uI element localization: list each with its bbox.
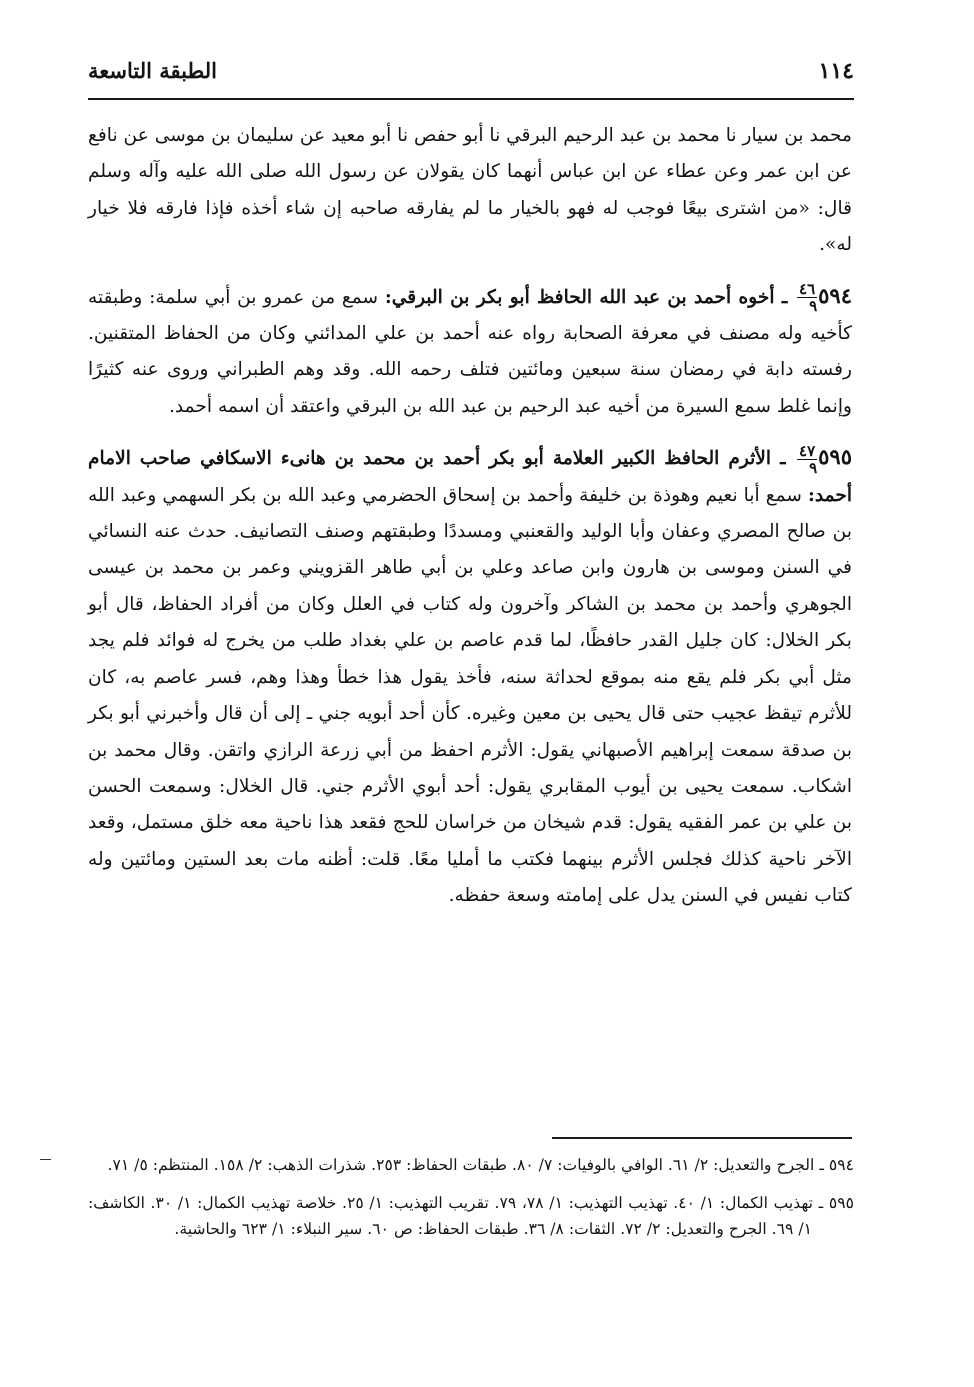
volume-fraction xyxy=(797,281,817,314)
page-header xyxy=(88,58,854,100)
fraction-numerator: ٤٧ xyxy=(799,441,816,460)
footnote-divider xyxy=(552,1137,852,1139)
entry-text: سمع أبا نعيم وهوذة بن خليفة وأحمد بن إسحاق الحضرمي وعبد الله بن بكر السهمي وعبد الله بن صالح المصري وعفان وأبا الوليد والقعنبي ومسددًا وطبقتهم وصنف التصانيف. حدث عنه النسائي في السنن وموسى بن هارون وابن صاعد وعلي بن أبي طاهر القزويني وعمر بن محمد بن عيسى الجوهري وأحمد بن محمد بن الشاكر وآخرون وله كتاب في العلل وكان من أفراد الحفاظ، قال أبو بكر الخلال: كان جليل القدر حافظًا، لما قدم عاصم بن علي بغداد طلب من يخرج له فوائد فلم يجد مثل أبي بكر فلم يقع منه بموقع لحداثة سنه، فأخذ يقول هذا خطأ وهذا وهم، فسر عاصم به، كان للأثرم تيقظ عجيب حتى قال يحيى بن معين وغيره. كأن أحد أبويه جني ـ إلى أن قال وأخبرني أبو بكر بن صدقة سمعت إبراهيم الأصبهاني يقول: الأثرم احفظ من أبي زرعة الرازي واتقن. وقال محمد بن اشكاب. سمعت يحيى بن أيوب المقابري يقول: أحد أبوي الأثرم جني. قال الخلال: وسمعت الحسن بن علي بن عمر الفقيه يقول: قدم شيخان من خراسان للحج فقعد هذا ناحية معه خلق مستمل، وقعد الآخر ناحية كذلك فجلس الأثرم بينهما فكتب ما أمليا معًا. قلت: أظنه مات بعد الستين ومائتين وله كتاب نفيس في السنن يدل على إمامته وسعة حفظه. xyxy=(88,484,852,907)
margin-mark xyxy=(40,1159,51,1160)
entry-text: سمع من عمرو بن أبي سلمة: وطبقته كأخيه وله مصنف في معرفة الصحابة رواه عنه أحمد بن علي المدائني وكان من الحفاظ المتقنين. رفسته دابة في رمضان سنة سبعين ومائتين فتلف رحمه الله. وقد وهم الطبراني وروى عنه كثيرًا وإنما غلط سمع السيرة من أخيه عبد الرحيم بن عبد الله بن البرقي واعتقد أن اسمه أحمد. xyxy=(88,286,852,417)
fraction-denominator: ٩ xyxy=(809,458,818,477)
footnotes xyxy=(88,1152,854,1242)
entry-594 xyxy=(88,278,852,426)
entry-number: ٥٩٥ xyxy=(818,444,852,470)
intro-paragraph: محمد بن سيار نا محمد بن عبد الرحيم البرقي نا أبو حفص نا أبو معيد عن سليمان بن موسى عن نافع عن ابن عمر وعن عطاء عن ابن عباس أنهما كان يقولان عن رسول الله صلى الله عليه وآله وسلم قال: «من اشترى بيعًا فوجب له فهو بالخيار ما لم يفارقه صاحبه إن شاء أخذه فإذا فارقه فلا خيار له». xyxy=(88,125,852,256)
footnote-594: ٥٩٤ ـ الجرح والتعديل: ٢/ ٦١. الوافي بالوفيات: ٧/ ٨٠. طبقات الحفاظ: ٢٥٣. شذرات الذهب: ٢/ ١٥٨. المنتظم: ٥/ ٧١. xyxy=(107,1156,854,1174)
running-title: الطبقة التاسعة xyxy=(88,58,217,83)
page-number: ١١٤ xyxy=(818,58,854,84)
fraction-numerator: ٤٦ xyxy=(799,280,816,299)
fraction-denominator: ٩ xyxy=(809,297,818,316)
entry-heading: ـ أخوه أحمد بن عبد الله الحافظ أبو بكر بن البرقي: xyxy=(384,286,788,308)
entry-heading: ـ الأثرم الحافظ الكبير العلامة أبو بكر أحمد بن محمد بن هانىء الاسكافي صاحب الامام أحمد: xyxy=(88,448,852,506)
entry-595 xyxy=(88,439,852,914)
volume-fraction xyxy=(797,443,817,476)
footnote-595: ٥٩٥ ـ تهذيب الكمال: ١/ ٤٠. تهذيب التهذيب: ١/ ٧٨، ٧٩. تقريب التهذيب: ١/ ٢٥. خلاصة تهذيب الكمال: ١/ ٣٠. الكاشف: ١/ ٦٩. الجرح والتعديل: ٢/ ٧٢. الثقات: ٨/ ٣٦. طبقات الحفاظ: ص ٦٠. سير النبلاء: ١/ ٦٢٣ والحاشية. xyxy=(88,1194,854,1238)
entry-number: ٥٩٤ xyxy=(818,282,852,308)
main-text xyxy=(88,118,852,915)
